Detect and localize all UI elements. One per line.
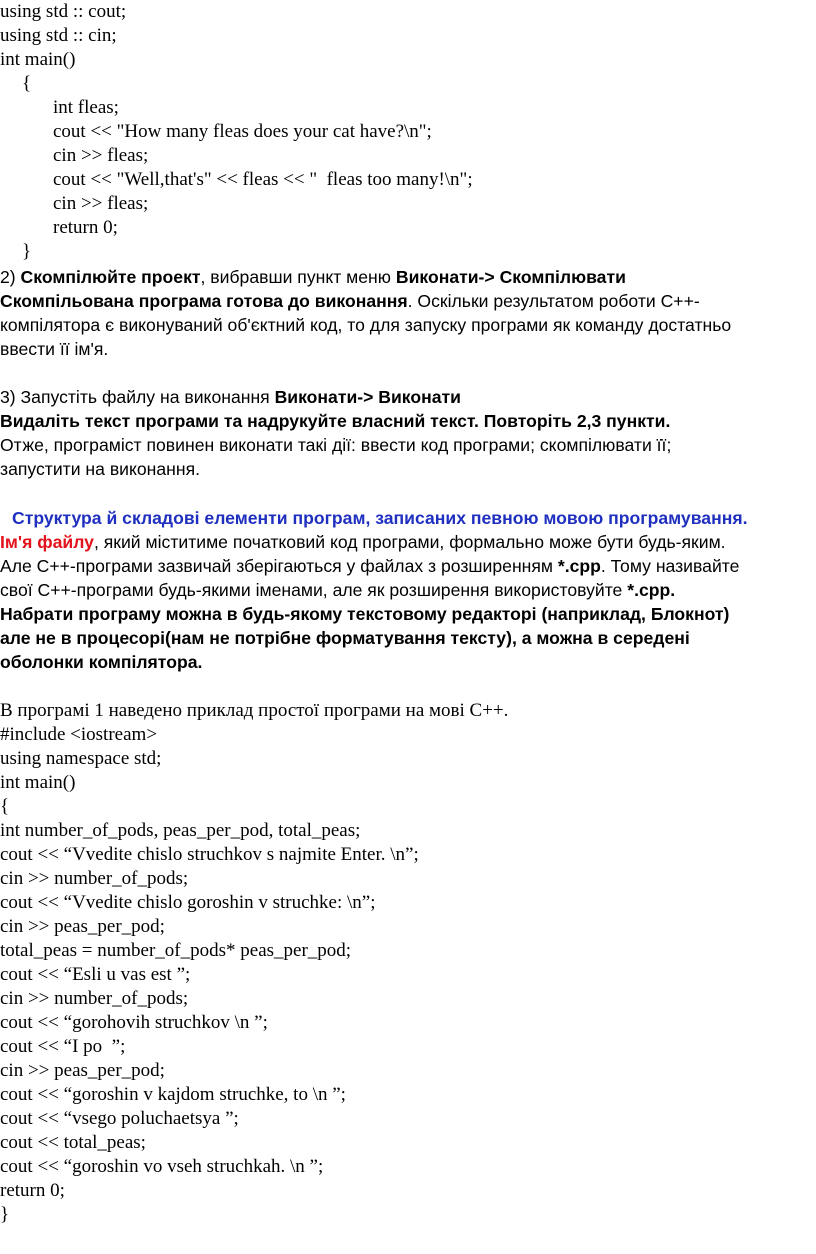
code-line: using std :: cin; <box>0 25 117 46</box>
text: свої С++-програми будь-якими іменами, але як розширення використовуйте <box>0 580 628 600</box>
code-line: return 0; <box>53 217 118 238</box>
code-line: using std :: cout; <box>0 1 127 22</box>
step-3-line-3: Отже, програміст повинен виконати такі дії: ввести код програми; скомпілювати її; <box>0 435 672 455</box>
code-line: { <box>22 73 32 94</box>
text: Але С++-програми зазвичай зберігаються у файлах з розширенням <box>0 556 558 576</box>
structure-line-3 <box>0 578 675 602</box>
step-number: 2) <box>0 267 21 287</box>
code-line: cout << “Esli u vas est ”; <box>0 964 191 985</box>
text: , який міститиме початковий код програми, формально може бути будь-яким. <box>93 532 726 552</box>
code-line: cout << total_peas; <box>0 1132 146 1153</box>
code-line: cin >> peas_per_pod; <box>0 916 165 937</box>
code-line: cin >> number_of_pods; <box>0 868 189 889</box>
bold-text: Виконати-> Виконати <box>274 387 461 407</box>
bold-text: Скомпільована програма готова до виконання <box>0 291 408 311</box>
highlighted-term: Ім'я файлу <box>0 532 94 552</box>
code-line: cout << “goroshin vo vseh struchkah. \n ”; <box>0 1156 324 1177</box>
code-line: cin >> peas_per_pod; <box>0 1060 165 1081</box>
structure-line-5: але не в процесорі(нам не потрібне форматування тексту), а можна в середені <box>0 628 690 648</box>
step-3-line-4: запустити на виконання. <box>0 459 201 479</box>
code-line: cin >> number_of_pods; <box>0 988 189 1009</box>
code-line: #include <iostream> <box>0 724 158 745</box>
bold-text: Виконати-> Скомпілювати <box>395 267 626 287</box>
code-line: int main() <box>0 49 76 70</box>
text: , вибравши пункт меню <box>200 267 396 287</box>
structure-line-6: оболонки компілятора. <box>0 652 203 672</box>
code-line: int fleas; <box>53 97 119 118</box>
structure-line-4: Набрати програму можна в будь-якому текстовому редакторі (наприклад, Блокнот) <box>0 604 730 624</box>
code-line: cout << “Vvedite chislo goroshin v struchke: \n”; <box>0 892 376 913</box>
code-line: using namespace std; <box>0 748 162 769</box>
bold-text: *.срр <box>557 556 601 576</box>
step-2-line-1 <box>0 265 626 289</box>
code-line: return 0; <box>0 1180 65 1201</box>
step-3-line-2: Видаліть текст програми та надрукуйте власний текст. Повторіть 2,3 пункти. <box>0 411 671 431</box>
code-line: cin >> fleas; <box>53 145 149 166</box>
code-line: cout << “I po ”; <box>0 1036 126 1057</box>
step-2-line-2 <box>0 289 700 313</box>
section-heading: Структура й складові елементи програм, записаних певною мовою програмування. <box>12 508 748 528</box>
structure-line-2 <box>0 554 739 578</box>
code-line: int main() <box>0 772 76 793</box>
text: . Тому називайте <box>600 556 740 576</box>
bold-text: *.срр. <box>627 580 676 600</box>
code-line: int number_of_pods, peas_per_pod, total_peas; <box>0 820 361 841</box>
code-line: cout << “gorohovih struchkov \n ”; <box>0 1012 268 1033</box>
code-line: cout << "Well,that's" << fleas << " fleas too many!\n"; <box>53 169 473 190</box>
program-intro: В програмі 1 наведено приклад простої програми на мові С++. <box>0 700 509 721</box>
code-line: } <box>0 1204 10 1225</box>
bold-text: Скомпілюйте проект <box>20 267 201 287</box>
step-3-line-1 <box>0 385 461 409</box>
code-line: cout << “Vvedite chislo struchkov s najmite Enter. \n”; <box>0 844 419 865</box>
text: 3) Запустіть файлу на виконання <box>0 387 275 407</box>
code-line: cin >> fleas; <box>53 193 149 214</box>
code-line: cout << “vsego poluchaetsya ”; <box>0 1108 239 1129</box>
code-line: total_peas = number_of_pods* peas_per_pod; <box>0 940 352 961</box>
code-line: } <box>22 241 32 262</box>
code-line: cout << "How many fleas does your cat have?\n"; <box>53 121 432 142</box>
structure-line-1 <box>0 530 726 554</box>
code-line: { <box>0 796 10 817</box>
text: . Оскільки результатом роботи С++- <box>407 291 700 311</box>
step-2-line-4: ввести її ім'я. <box>0 339 109 359</box>
step-2-line-3: компілятора є виконуваний об'єктний код, то для запуску програми як команду достатньо <box>0 315 732 335</box>
code-line: cout << “goroshin v kajdom struchke, to \n ”; <box>0 1084 346 1105</box>
